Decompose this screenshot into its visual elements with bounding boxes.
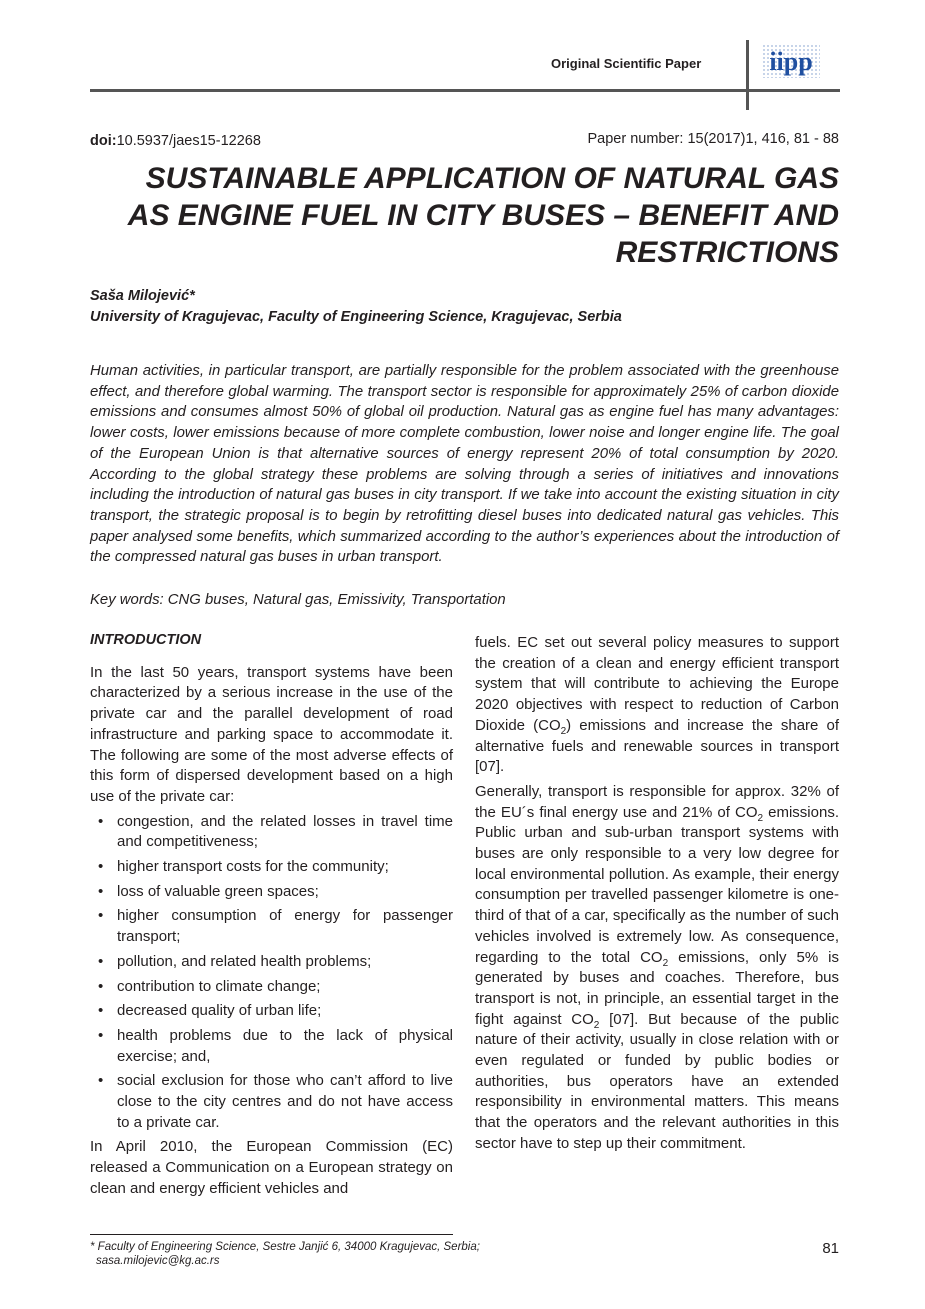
bullet-icon: • xyxy=(98,812,104,830)
list-item: • social exclusion for those who can’t afford to live close to the city centres and do not have access to a private car. xyxy=(98,1072,453,1131)
author-name: Saša Milojević* xyxy=(90,288,195,304)
doi-value[interactable]: 10.5937/jaes15-12268 xyxy=(116,133,261,149)
bullet-icon: • xyxy=(98,1026,104,1044)
page-number: 81 xyxy=(822,1240,839,1257)
list-item: • higher transport costs for the community; xyxy=(90,857,453,878)
title-line-2: AS ENGINE FUEL IN CITY BUSES – BENEFIT AND xyxy=(127,199,839,232)
header-divider-horizontal xyxy=(90,89,840,92)
bullet-icon: • xyxy=(98,882,104,900)
author-affiliation: University of Kragujevac, Faculty of Engineering Science, Kragujevac, Serbia xyxy=(90,309,622,325)
bullet-icon: • xyxy=(98,1002,104,1020)
journal-logo xyxy=(762,44,820,78)
footnote xyxy=(90,1241,690,1268)
journal-logo-text: iipp xyxy=(769,47,813,76)
list-item: • higher consumption of energy for passenger transport; xyxy=(98,907,453,946)
list-item: • contribution to climate change; xyxy=(90,977,453,998)
right-paragraph-1: fuels. EC set out several policy measures to support the creation of a clean and energy efficient transport system that will contribute to achieving the Europe 2020 objectives with respect to reduction of Carbon Dioxide $(CO_2)$ emissions and increase the share of alternative fuels and renewable sources in transport [07]. xyxy=(475,634,839,776)
header-divider-vertical xyxy=(746,40,749,110)
list-item: • health problems due to the lack of physical exercise; and, xyxy=(98,1026,453,1065)
left-column xyxy=(90,630,453,1204)
right-paragraph-2: Generally, transport is responsible for approx. 32% of the EU´s final energy use and 21% of $CO_2$ emissions. Public urban and sub-urban transport systems with buses are only responsible to a very low degree for local environmental pollution. As example, their energy consumption per travelled passenger kilometre is one-third of that of a car, specifically as the number of such vehicles involved is extremely low. As consequence, regarding to the total $CO_2$ emissions, only 5% is generated by buses and coaches. Therefore, bus transport is not, in principle, an essential target in the fight against $CO_2$ [07]. But because of the public nature of their activity, usually in close relation with or even regulated or funded by public bodies or authorities, bus operators have an extended responsibility in environmental matters. This means that the operators and the relevant authorities in this sector have to step up their commitment. xyxy=(475,782,839,1152)
section-heading-introduction: INTRODUCTION xyxy=(90,632,202,648)
doi xyxy=(90,133,261,149)
footnote-divider xyxy=(90,1234,453,1235)
bullet-icon: • xyxy=(98,977,104,995)
adverse-effects-list xyxy=(90,812,453,1134)
keywords: Key words: CNG buses, Natural gas, Emissivity, Transportation xyxy=(90,592,506,608)
list-item: • pollution, and related health problems; xyxy=(90,952,453,973)
list-item: • congestion, and the related losses in travel time and competitiveness; xyxy=(98,812,453,851)
footnote-email[interactable]: sasa.milojevic@kg.ac.rs xyxy=(96,1254,220,1267)
bullet-icon: • xyxy=(98,952,104,970)
list-item: • decreased quality of urban life; xyxy=(90,1001,453,1022)
intro-paragraph-1: In the last 50 years, transport systems have been characterized by a serious increase in the use of the private car and the parallel development of road infrastructure and parking space to accommodate it. The following are some of the most adverse effects of this form of dispersed development based on a high use of the private car: xyxy=(90,663,453,805)
doi-label: doi: xyxy=(90,133,117,149)
paper-number: Paper number: 15(2017)1, 416, 81 - 88 xyxy=(587,131,839,147)
bullet-icon: • xyxy=(98,907,104,925)
abstract: Human activities, in particular transport, are partially responsible for the problem associated with the greenhouse effect, and therefore global warming. The transport sector is responsible for approximately 25% of carbon dioxide emissions and consumes almost 50% of global oil production. Natural gas as engine fuel has many advantages: lower costs, lower emissions because of more complete combustion, lower noise and longer engine life. The goal of the European Union is that alternative sources of energy represent 20% of total consumption by 2020. According to the global strategy these problems are solving through a series of initiatives and innovations including the introduction of natural gas buses in city transport. If we take into account the existing situation in city transport, the strategic proposal is to begin by retrofitting diesel buses into dedicated natural gas vehicles. This paper analysed some benefits, which summarized according to the author’s experiences about the introduction of the compressed natural gas buses in urban transport. xyxy=(90,363,839,566)
author-block xyxy=(90,286,622,328)
paper-title xyxy=(79,160,839,271)
list-item: • loss of valuable green spaces; xyxy=(90,882,453,903)
paper-type-label: Original Scientific Paper xyxy=(551,56,702,71)
intro-paragraph-2: In April 2010, the European Commission (EC) released a Communication on a European strategy on clean and energy efficient vehicles and xyxy=(90,1138,453,1197)
footnote-address: * Faculty of Engineering Science, Sestre Janjić 6, 34000 Kragujevac, Serbia; xyxy=(90,1241,480,1253)
bullet-icon: • xyxy=(98,858,104,876)
right-column xyxy=(475,633,839,1159)
title-line-3: RESTRICTIONS xyxy=(615,236,839,269)
bullet-icon: • xyxy=(98,1072,104,1090)
title-line-1: SUSTAINABLE APPLICATION OF NATURAL GAS xyxy=(145,162,839,195)
